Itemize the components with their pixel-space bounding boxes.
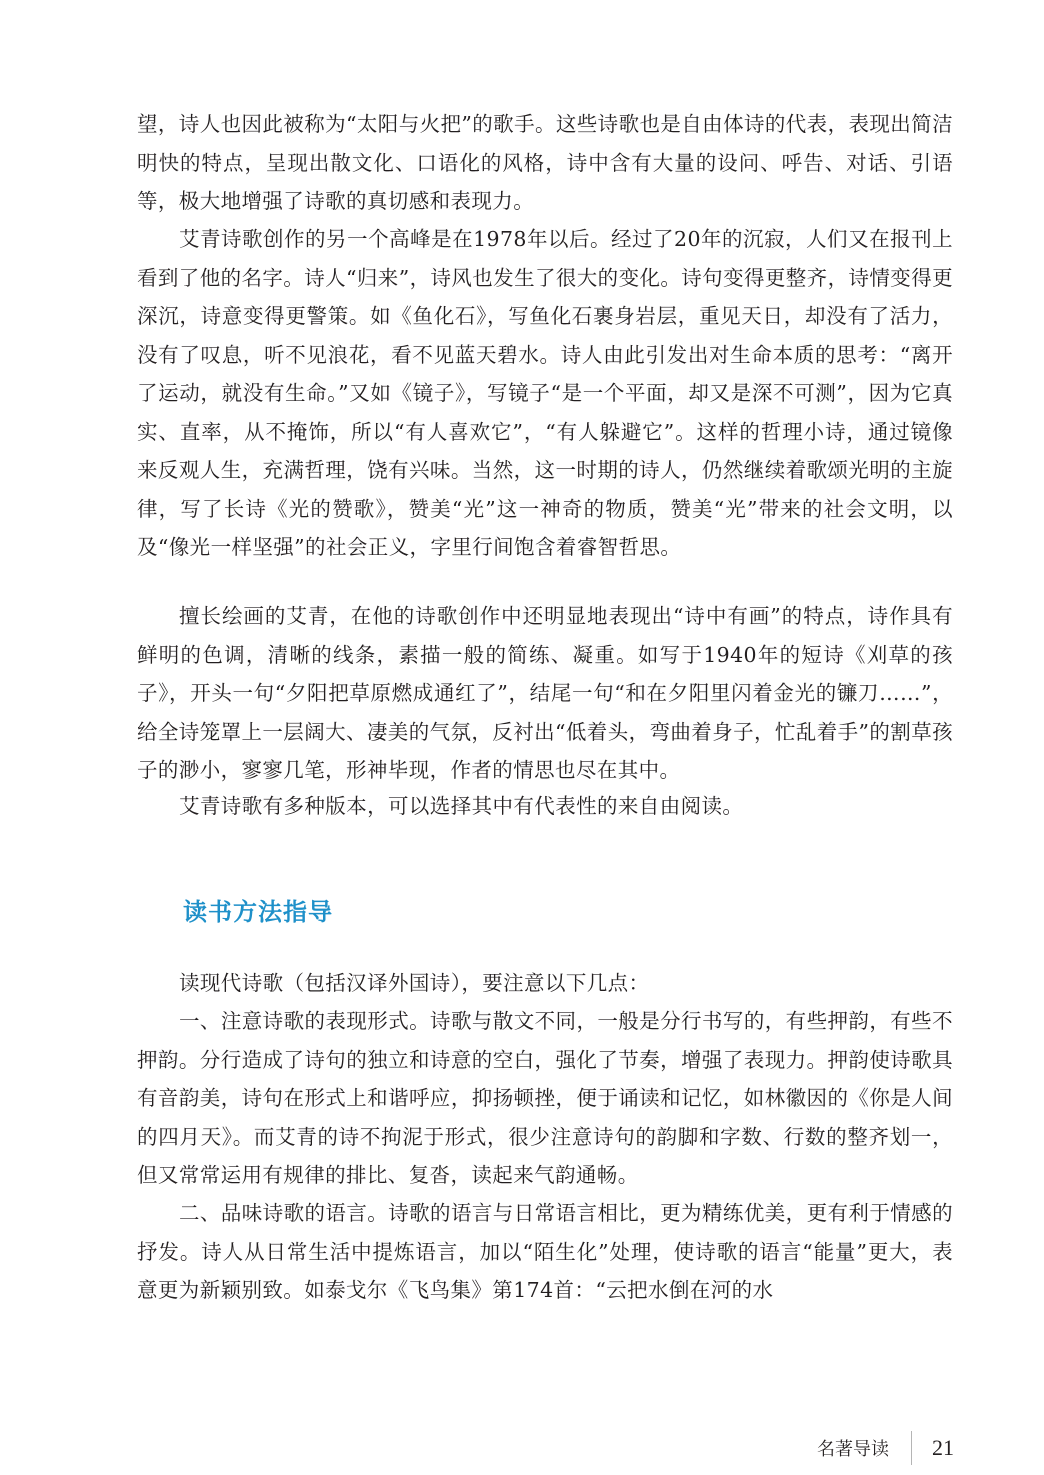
- paragraph-editions: 艾青诗歌有多种版本，可以选择其中有代表性的来自由阅读。: [179, 794, 744, 818]
- paragraph-point-one: 一、注意诗歌的表现形式。诗歌与散文不同，一般是分行书写的，有些押韵，有些不押韵。分行造成了诗句的独立和诗意的空白，强化了节奏，增强了表现力。押韵使诗歌具有音韵美，诗句在形式上和谐呼应，抑扬顿挫，便于诵读和记忆，如林徽因的《你是人间的四月天》。而艾青的诗不拘泥于形式，很少注意诗句的韵脚和字数、行数的整齐划一，但又常常运用有规律的排比、复沓，读起来气韵通畅。: [137, 1009, 953, 1187]
- paragraph-intro-points: 读现代诗歌（包括汉译外国诗），要注意以下几点：: [179, 971, 650, 995]
- page-number: 21: [932, 1435, 954, 1460]
- paragraph-painting-style: 擅长绘画的艾青，在他的诗歌创作中还明显地表现出“诗中有画”的特点，诗作具有鲜明的色调，清晰的线条，素描一般的简练、凝重。如写于1940年的短诗《刈草的孩子》，开头一句“夕阳把草原燃成通红了”，结尾一句“和在夕阳里闪着金光的镰刀……”，给全诗笼罩上一层阔大、凄美的气氛，反衬出“低着头，弯曲着身子，忙乱着手”的割草孩子的渺小，寥寥几笔，形神毕现，作者的情思也尽在其中。: [137, 604, 953, 782]
- footer-divider: [911, 1431, 912, 1465]
- paragraph-later-period: 艾青诗歌创作的另一个高峰是在1978年以后。经过了20年的沉寂，人们又在报刊上看到了他的名字。诗人“归来”，诗风也发生了很大的变化。诗句变得更整齐，诗情变得更深沉，诗意变得更警策。如《鱼化石》，写鱼化石裹身岩层，重见天日，却没有了活力，没有了叹息，听不见浪花，看不见蓝天碧水。诗人由此引发出对生命本质的思考：“离开了运动，就没有生命。”又如《镜子》，写镜子“是一个平面，却又是深不可测”，因为它真实、直率，从不掩饰，所以“有人喜欢它”，“有人躲避它”。这样的哲理小诗，通过镜像来反观人生，充满哲理，饶有兴味。当然，这一时期的诗人，仍然继续着歌颂光明的主旋律，写了长诗《光的赞歌》，赞美“光”这一神奇的物质，赞美“光”带来的社会文明，以及“像光一样坚强”的社会正义，字里行间饱含着睿智哲思。: [137, 227, 953, 559]
- page-footer: [817, 1430, 954, 1466]
- paragraph-point-two: 二、品味诗歌的语言。诗歌的语言与日常语言相比，更为精练优美，更有利于情感的抒发。诗人从日常生活中提炼语言，加以“陌生化”处理，使诗歌的语言“能量”更大，表意更为新颖别致。如泰戈尔《飞鸟集》第174首：“云把水倒在河的水: [137, 1201, 953, 1302]
- paragraph-continuation: 望，诗人也因此被称为“太阳与火把”的歌手。这些诗歌也是自由体诗的代表，表现出简洁明快的特点，呈现出散文化、口语化的风格，诗中含有大量的设问、呼告、对话、引语等，极大地增强了诗歌的真切感和表现力。: [137, 112, 953, 213]
- footer-book-title: 名著导读: [817, 1439, 889, 1460]
- section-heading: 读书方法指导: [183, 898, 333, 926]
